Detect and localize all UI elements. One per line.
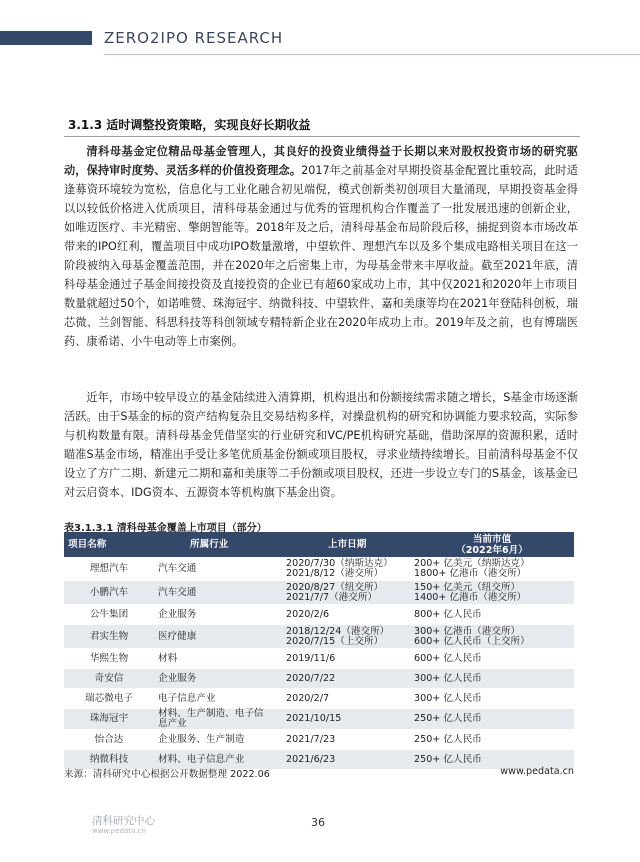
cell-industry: 企业服务、生产制造 — [154, 730, 272, 750]
cell-project-name: 君实生物 — [64, 625, 154, 649]
cell-market-value — [410, 581, 574, 605]
header-project-name: 项目名称 — [68, 539, 107, 550]
cell-value-line2: 600+ 亿人民币（上交所） — [414, 635, 530, 647]
header-industry: 所属行业 — [190, 539, 229, 550]
table-row — [64, 581, 574, 605]
cell-market-value: 300+ 亿人民币 — [410, 689, 574, 709]
table-source-note: 来源：清科研究中心根据公开数据整理 2022.06 — [64, 769, 270, 780]
footer-watermark-url: www.pedata.cn — [92, 827, 146, 835]
cell-industry: 企业服务 — [154, 605, 272, 625]
cell-date-line1: 2018/12/24（港交所） — [286, 625, 390, 637]
cell-listing-date — [272, 557, 410, 581]
header-market-value — [410, 532, 574, 557]
cell-project-name: 珠海冠宇 — [64, 709, 154, 730]
cell-project-name: 理想汽车 — [64, 557, 154, 581]
table-row — [64, 730, 574, 750]
cell-industry: 材料 — [154, 649, 272, 669]
cell-project-name: 纳微科技 — [64, 750, 154, 770]
cell-date-line1: 2020/7/30（纳斯达克） — [286, 557, 393, 569]
cell-date-line1: 2020/8/27（纽交所） — [286, 581, 384, 593]
cell-value-line1: 300+ 亿港币（港交所） — [414, 625, 521, 637]
cell-listing-date: 2020/7/22 — [272, 669, 410, 689]
cell-industry: 医疗健康 — [154, 625, 272, 649]
cell-project-name: 小鹏汽车 — [64, 581, 154, 605]
cell-project-name: 公牛集团 — [64, 605, 154, 625]
section-rule — [64, 136, 580, 137]
cell-market-value — [410, 557, 574, 581]
website-link[interactable]: www.pedata.cn — [500, 766, 574, 777]
cell-project-name: 怡合达 — [64, 730, 154, 750]
footer-watermark: 清科研究中心 — [92, 815, 155, 827]
header-brand: ZERO2IPO RESEARCH — [104, 29, 284, 47]
cell-listing-date — [272, 581, 410, 605]
cell-listing-date: 2021/6/23 — [272, 750, 410, 770]
header-market-value-line1: 当前市值 — [472, 533, 512, 545]
header-divider — [104, 54, 640, 55]
cell-market-value: 600+ 亿人民币 — [410, 649, 574, 669]
cell-market-value: 250+ 亿人民币 — [410, 709, 574, 730]
paragraph-1 — [64, 142, 578, 351]
table-row — [64, 625, 574, 649]
cell-industry: 材料、电子信息产业 — [154, 750, 272, 770]
cell-date-line2: 2021/7/7（港交所） — [286, 591, 378, 603]
cell-market-value: 250+ 亿人民币 — [410, 730, 574, 750]
cell-industry: 材料、生产制造、电子信息产业 — [154, 709, 272, 730]
cell-value-line2: 1400+ 亿港币（港交所） — [414, 591, 527, 603]
cell-industry: 电子信息产业 — [154, 689, 272, 709]
table-row — [64, 689, 574, 709]
cell-market-value — [410, 625, 574, 649]
cell-industry: 汽车交通 — [154, 557, 272, 581]
cell-listing-date: 2020/2/7 — [272, 689, 410, 709]
page-number: 36 — [311, 816, 325, 829]
paragraph-2: 近年，市场中较早设立的基金陆续进入清算期，机构退出和份额接续需求随之增长，S基金市场逐渐活跃。由于S基金的标的资产结构复杂且交易结构多样，对操盘机构的研究和协调能力要求较高，实际参与机构数量有限。清科母基金凭借坚实的行业研究和VC/PE机构研究基础，借助深厚的资源积累，适时瞄准S基金市场，精准出手受让多笔优质基金份额或项目股权，寻求业绩持续增长。目前清科母基金不仅设立了方广二期、新建元二期和嘉和美康等二手份额或项目股权，还进一步设立专门的S基金，该基金已对云启资本、IDG资本、五源资本等机构旗下基金出资。 — [64, 391, 578, 499]
table-row — [64, 649, 574, 669]
cell-market-value: 800+ 亿人民币 — [410, 605, 574, 625]
table-row — [64, 557, 574, 581]
listed-projects-table — [64, 532, 574, 770]
table-header-row — [64, 532, 574, 557]
cell-project-name: 瑞芯微电子 — [64, 689, 154, 709]
cell-listing-date: 2020/2/6 — [272, 605, 410, 625]
table-row — [64, 709, 574, 730]
cell-value-line1: 150+ 亿美元（纽交所） — [414, 581, 521, 593]
cell-date-line2: 2020/7/15（上交所） — [286, 635, 384, 647]
cell-date-line2: 2021/8/12（港交所） — [286, 567, 384, 579]
cell-listing-date: 2021/7/23 — [272, 730, 410, 750]
table-row — [64, 605, 574, 625]
section-title: 3.1.3 适时调整投资策略，实现良好长期收益 — [68, 118, 311, 132]
cell-value-line1: 200+ 亿美元（纳斯达克） — [414, 557, 530, 569]
paragraph-1-body: 2017年之前基金对早期投资基金配置比重较高，此时适逢募资环境较为宽松，信息化与工业化融合初见端倪，模式创新类初创项目大量涌现，早期投资基金得以以较低价格进入优质项目，清科母基金通过与优秀的管理机构合作覆盖了一批发展迅速的创新企业，如唯迈医疗、丰光精密、擎朗智能等。2018年及之后，清科母基金布局阶段后移，捕捉到资本市场改革带来的IPO红利，覆盖项目中成功IPO数量激增，中望软件、理想汽车以及多个集成电路相关项目在这一阶段被纳入母基金覆盖范围，并在2020年之后密集上市，为母基金带来丰厚收益。截至2021年底，清科母基金通过子基金间接投资及直接投资的企业已有超60家成功上市，其中仅2021和2020年上市项目数量就超过50个，如诺唯赞、珠海冠宇、纳微科技、中望软件、嘉和美康等均在2021年登陆科创板，瑞芯微、兰剑智能、科思科技等科创领域专精特新企业在2020年成功上市。2019年及之前，也有博瑞医药、康希诺、小牛电动等上市案例。 — [64, 164, 578, 348]
cell-market-value: 300+ 亿人民币 — [410, 669, 574, 689]
cell-market-value: 250+ 亿人民币 — [410, 750, 574, 770]
cell-industry: 企业服务 — [154, 669, 272, 689]
paragraph-1-lead: 清科母基金定位精品母基金管理人，其良好的投资业绩得益于长期以来对股权投资市场的研究驱动，保持审时度势、灵活多样的价值投资理念。 — [64, 145, 578, 177]
cell-listing-date — [272, 625, 410, 649]
cell-value-line2: 1800+ 亿港币（港交所） — [414, 567, 527, 579]
table-title: 表3.1.3.1 清科母基金覆盖上市项目（部分） — [64, 523, 267, 534]
cell-project-name: 华熙生物 — [64, 649, 154, 669]
cell-listing-date: 2021/10/15 — [272, 709, 410, 730]
cell-listing-date: 2019/11/6 — [272, 649, 410, 669]
header-market-value-line2: （2022年6月） — [456, 544, 528, 556]
cell-industry: 汽车交通 — [154, 581, 272, 605]
table-row — [64, 669, 574, 689]
cell-project-name: 奇安信 — [64, 669, 154, 689]
header-listing-date: 上市日期 — [328, 539, 367, 550]
header-accent-bar — [0, 31, 92, 45]
